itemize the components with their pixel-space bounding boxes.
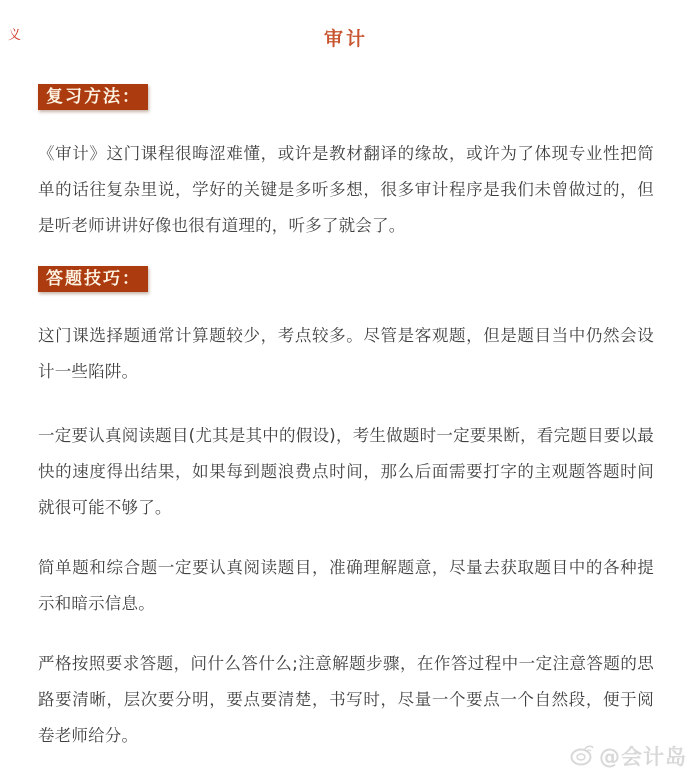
article (0, 26, 692, 754)
weibo-icon (569, 743, 595, 769)
section-heading-row (38, 84, 654, 110)
paragraph-review-method: 《审计》这门课程很晦涩难懂，或许是教材翻译的缘故，或许为了体现专业性把简单的话往复杂里说，学好的关键是多听多想，很多审计程序是我们未曾做过的，但是听老师讲讲好像也很有道理的，听多了就会了。 (38, 144, 654, 235)
paragraph-answer-tips-4: 严格按照要求答题，问什么答什么;注意解题步骤，在作答过程中一定注意答题的思路要清晰，层次要分明，要点要清楚，书写时，尽量一个要点一个自然段，便于阅卷老师给分。 (38, 654, 654, 745)
paragraph-answer-tips-1: 这门课选择题通常计算题较少，考点较多。尽管是客观题，但是题目当中仍然会设计一些陷阱。 (38, 326, 654, 381)
section-heading-row (38, 266, 654, 292)
section-heading-answer-tips: 答题技巧： (38, 266, 148, 292)
section-heading-review-method: 复习方法： (38, 84, 148, 110)
paragraph-answer-tips-3: 简单题和综合题一定要认真阅读题目，准确理解题意，尽量去获取题目中的各种提示和暗示信息。 (38, 558, 654, 613)
watermark-text: @会计岛 (599, 745, 687, 769)
paragraph-answer-tips-2: 一定要认真阅读题目(尤其是其中的假设)，考生做题时一定要果断，看完题目要以最快的速度得出结果，如果每到题浪费点时间，那么后面需要打字的主观题答题时间就很可能不够了。 (38, 426, 654, 517)
watermark (569, 741, 687, 771)
corner-mark: 义 (8, 28, 22, 43)
page-title: 审计 (323, 28, 368, 50)
